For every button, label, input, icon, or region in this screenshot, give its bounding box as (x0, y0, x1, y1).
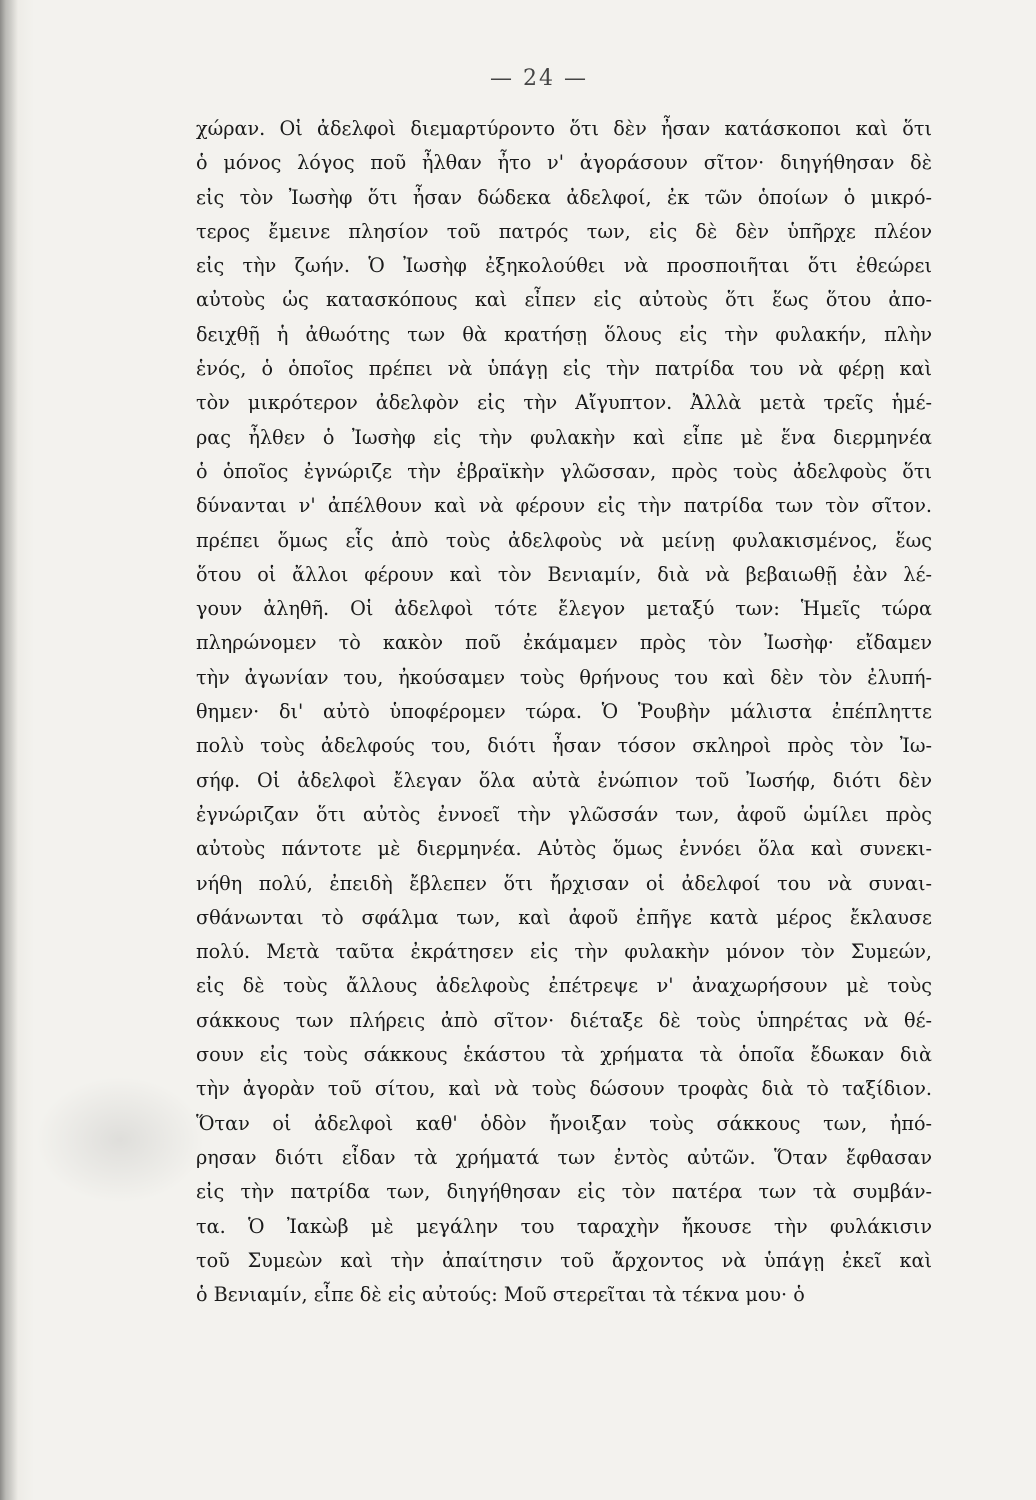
text-line: χώραν. Οἱ ἀδελφοὶ διεμαρτύροντο ὅτι δὲν ἦσαν κατάσκοποι καὶ ὅτι (196, 117, 932, 140)
text-line: τερος ἔμεινε πλησίον τοῦ πατρός των, εἰς δὲ δὲν ὑπῆρχε πλέον (196, 219, 932, 243)
text-line: ὁ Βενιαμίν, εἶπε δὲ εἰς αὐτούς: Μοῦ στερεῖται τὰ τέκνα μου· ὁ (196, 1283, 805, 1307)
page-number: — 24 — (490, 66, 588, 91)
text-line: πολὺ τοὺς ἀδελφούς του, διότι ἦσαν τόσον σκληροὶ πρὸς τὸν Ἰω- (196, 734, 932, 758)
text-line: σθάνωνται τὸ σφάλμα των, καὶ ἀφοῦ ἐπῆγε κατὰ μέρος ἔκλαυσε (196, 905, 932, 929)
binding-edge (0, 0, 18, 1500)
text-line: εἰς τὴν πατρίδα των, διηγήθησαν εἰς τὸν πατέρα των τὰ συμβάν- (196, 1180, 932, 1204)
text-line: ὁ ὁποῖος ἐγνώριζε τὴν ἑβραϊκὴν γλῶσσαν, πρὸς τοὺς ἀδελφοὺς ὅτι (196, 459, 932, 483)
text-line: αὐτοὺς πάντοτε μὲ διερμηνέα. Αὐτὸς ὅμως ἐννόει ὅλα καὶ συνεκι- (196, 837, 932, 861)
text-line: ἑνός, ὁ ὁποῖος πρέπει νὰ ὑπάγῃ εἰς τὴν πατρίδα του νὰ φέρῃ καὶ (196, 357, 932, 381)
text-line: δειχθῇ ἡ ἀθωότης των θὰ κρατήσῃ ὅλους εἰς τὴν φυλακήν, πλὴν (196, 322, 932, 346)
text-line: ὅτου οἱ ἄλλοι φέρουν καὶ τὸν Βενιαμίν, διὰ νὰ βεβαιωθῇ ἐὰν λέ- (196, 562, 932, 586)
text-line: πληρώνομεν τὸ κακὸν ποῦ ἐκάμαμεν πρὸς τὸν Ἰωσὴφ· εἴδαμεν (196, 631, 932, 655)
text-line: Ὅταν οἱ ἀδελφοὶ καθ' ὁδὸν ἤνοιξαν τοὺς σάκκους των, ἠπό- (196, 1111, 932, 1135)
text-line: τοῦ Συμεὼν καὶ τὴν ἀπαίτησιν τοῦ ἄρχοντος νὰ ὑπάγῃ ἐκεῖ καὶ (196, 1248, 932, 1272)
text-line: αὐτοὺς ὡς κατασκόπους καὶ εἶπεν εἰς αὐτοὺς ὅτι ἕως ὅτου ἀπο- (196, 288, 932, 312)
text-line: σουν εἰς τοὺς σάκκους ἑκάστου τὰ χρήματα τὰ ὁποῖα ἔδωκαν διὰ (196, 1043, 932, 1067)
text-line: εἰς δὲ τοὺς ἄλλους ἀδελφοὺς ἐπέτρεψε ν' ἀναχωρήσουν μὲ τοὺς (196, 974, 932, 998)
text-line: νήθη πολύ, ἐπειδὴ ἔβλεπεν ὅτι ἤρχισαν οἱ ἀδελφοί του νὰ συναι- (196, 871, 932, 895)
text-line: ρας ἦλθεν ὁ Ἰωσὴφ εἰς τὴν φυλακὴν καὶ εἶπε μὲ ἕνα διερμηνέα (196, 425, 932, 449)
text-line: τὴν ἀγωνίαν του, ἠκούσαμεν τοὺς θρήνους του καὶ δὲν τὸν ἐλυπή- (196, 665, 932, 689)
text-line: ὁ μόνος λόγος ποῦ ἦλθαν ἦτο ν' ἀγοράσουν σῖτον· διηγήθησαν δὲ (196, 151, 932, 175)
body-text (196, 112, 932, 1312)
text-line: ἐγνώριζαν ὅτι αὐτὸς ἐννοεῖ τὴν γλῶσσάν των, ἀφοῦ ὡμίλει πρὸς (196, 802, 932, 826)
text-line: τὴν ἀγορὰν τοῦ σίτου, καὶ νὰ τοὺς δώσουν τροφὰς διὰ τὸ ταξίδιον. (196, 1077, 932, 1101)
text-line: πρέπει ὅμως εἷς ἀπὸ τοὺς ἀδελφοὺς νὰ μείνῃ φυλακισμένος, ἕως (196, 528, 932, 552)
text-line: γουν ἀληθῆ. Οἱ ἀδελφοὶ τότε ἔλεγον μεταξύ των: Ἡμεῖς τώρα (196, 597, 932, 621)
text-line: εἰς τὴν ζωήν. Ὁ Ἰωσὴφ ἐξηκολούθει νὰ προσποιῆται ὅτι ἐθεώρει (196, 254, 932, 278)
text-line: σήφ. Οἱ ἀδελφοὶ ἔλεγαν ὅλα αὐτὰ ἐνώπιον τοῦ Ἰωσήφ, διότι δὲν (196, 768, 932, 792)
text-line: σάκκους των πλήρεις ἀπὸ σῖτον· διέταξε δὲ τοὺς ὑπηρέτας νὰ θέ- (196, 1008, 932, 1032)
text-line: πολύ. Μετὰ ταῦτα ἐκράτησεν εἰς τὴν φυλακὴν μόνον τὸν Συμεών, (196, 940, 932, 964)
text-line: δύνανται ν' ἀπέλθουν καὶ νὰ φέρουν εἰς τὴν πατρίδα των τὸν σῖτον. (196, 494, 932, 518)
text-line: θημεν· δι' αὐτὸ ὑποφέρομεν τώρα. Ὁ Ῥουβὴν μάλιστα ἐπέπληττε (196, 700, 932, 724)
text-line: εἰς τὸν Ἰωσὴφ ὅτι ἦσαν δώδεκα ἀδελφοί, ἐκ τῶν ὁποίων ὁ μικρό- (196, 185, 932, 209)
text-line: τα. Ὁ Ἰακὼβ μὲ μεγάλην του ταραχὴν ἤκουσε τὴν φυλάκισιν (196, 1214, 932, 1238)
text-line: τὸν μικρότερον ἀδελφὸν εἰς τὴν Αἴγυπτον. Ἀλλὰ μετὰ τρεῖς ἡμέ- (196, 391, 932, 415)
text-line: ρησαν διότι εἶδαν τὰ χρήματά των ἐντὸς αὐτῶν. Ὅταν ἔφθασαν (196, 1145, 932, 1169)
